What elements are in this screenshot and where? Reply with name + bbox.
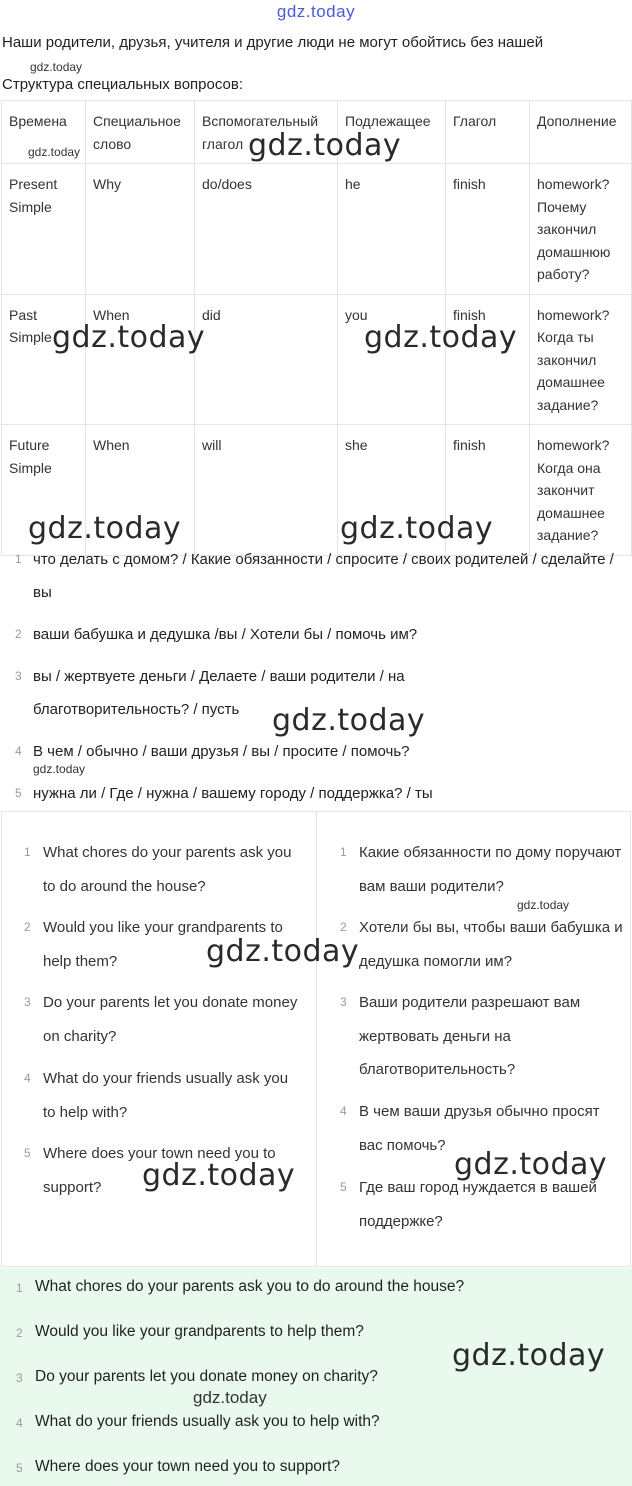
list-item	[0, 735, 630, 768]
watermark: gdz.today	[517, 898, 570, 912]
answer-text: What chores do your parents ask you to do around the house?	[35, 1278, 465, 1295]
list-number: 4	[16, 1416, 23, 1430]
table-cell-wh: Why	[86, 164, 195, 295]
list-number: 5	[16, 1461, 23, 1475]
site-title-link[interactable]: gdz.today	[276, 2, 356, 21]
table-row	[2, 164, 632, 295]
list-number: 3	[24, 995, 31, 1009]
list-text: нужна ли / Где / нужна / вашему городу / поддержка? / ты	[33, 785, 433, 802]
answer-ru-item	[340, 986, 625, 1087]
table-cell-verb: finish	[446, 425, 530, 556]
list-number: 1	[15, 552, 22, 566]
watermark: gdz.today	[340, 511, 494, 546]
answer-text: Хотели бы вы, чтобы ваши бабушка и дедушка помогли им?	[359, 919, 623, 970]
list-number: 1	[24, 845, 31, 859]
watermark: gdz.today	[52, 320, 206, 355]
watermark: gdz.today	[272, 703, 426, 738]
answer-text: Какие обязанности по дому поручают вам ваши родители?	[359, 844, 622, 895]
table-header-cell: Вспомогательный глагол	[195, 101, 338, 164]
list-number: 4	[340, 1104, 347, 1118]
watermark: gdz.today	[364, 320, 518, 355]
section-subtitle: Структура специальных вопросов:	[2, 76, 244, 93]
list-text: вы / жертвуете деньги / Делаете / ваши родители / на благотворительность? / пусть	[33, 668, 405, 718]
watermark: gdz.today	[142, 1158, 296, 1193]
list-number: 2	[15, 627, 22, 641]
table-cell-tense: Present Simple	[2, 164, 86, 295]
answer-ru-item	[340, 911, 625, 978]
list-text: В чем / обычно / ваши друзья / вы / просите / помочь?	[33, 743, 410, 760]
list-number: 1	[340, 845, 347, 859]
list-number: 2	[16, 1326, 23, 1340]
answer-text: В чем ваши друзья обычно просят вас помочь?	[359, 1103, 600, 1154]
table-cell-wh: When	[86, 294, 195, 425]
answer-en-item	[24, 1062, 304, 1129]
list-number: 5	[15, 786, 22, 800]
list-item	[0, 543, 630, 609]
table-header-cell: Глагол	[446, 101, 530, 164]
table-cell-complement: homework? Когда она закончит домашнее задание?	[530, 425, 632, 556]
table-cell-aux: will	[195, 425, 338, 556]
list-number: 4	[24, 1071, 31, 1085]
list-number: 5	[24, 1146, 31, 1160]
answer-text: What do your friends usually ask you to help with?	[35, 1413, 380, 1430]
table-cell-wh: When	[86, 425, 195, 556]
table-header-cell: Подлежащее	[338, 101, 446, 164]
table-cell-verb: finish	[446, 164, 530, 295]
list-item	[0, 618, 630, 651]
answer-text: Where does your town need you to support?	[43, 1145, 276, 1196]
answer-text: What do your friends usually ask you to help with?	[43, 1070, 289, 1121]
list-number: 3	[340, 995, 347, 1009]
list-number: 2	[24, 920, 31, 934]
list-item	[0, 777, 630, 810]
answer-text: Where does your town need you to support?	[35, 1458, 341, 1475]
answer-text: Do your parents let you donate money on charity?	[35, 1368, 378, 1385]
answer-ru-item	[340, 836, 625, 903]
answer-text: Ваши родители разрешают вам жертвовать деньги на благотворительность?	[359, 994, 581, 1078]
column-divider	[316, 812, 317, 1266]
table-cell-aux: do/does	[195, 164, 338, 295]
list-text: что делать с домом? / Какие обязанности / спросите / своих родителей / сделайте / вы	[33, 551, 614, 601]
watermark: gdz.today	[206, 934, 360, 969]
intro-text: Наши родители, друзья, учителя и другие люди не могут обойтись без нашей	[2, 34, 544, 51]
watermark: gdz.today	[28, 511, 182, 546]
table-cell-complement: homework? Когда ты закончил домашнее задание?	[530, 294, 632, 425]
table-header-cell: Времена	[2, 101, 86, 164]
final-answers-box	[0, 1268, 632, 1486]
watermark: gdz.today	[248, 128, 402, 163]
watermark: gdz.today	[454, 1147, 608, 1182]
table-cell-subject: she	[338, 425, 446, 556]
answer-text: Do your parents let you donate money on charity?	[43, 994, 298, 1045]
table-cell-tense: Past Simple	[2, 294, 86, 425]
answer-text: Would you like your grandparents to help them?	[43, 919, 283, 970]
list-text: ваши бабушка и дедушка /вы / Хотели бы / помочь им?	[33, 626, 418, 643]
answer-text: What chores do your parents ask you to do around the house?	[43, 844, 292, 895]
answers-box	[1, 811, 631, 1267]
list-number: 1	[16, 1281, 23, 1295]
table-cell-subject: he	[338, 164, 446, 295]
list-number: 3	[16, 1371, 23, 1385]
answer-en-item	[24, 836, 304, 903]
answer-en-item	[24, 986, 304, 1053]
list-number: 2	[340, 920, 347, 934]
list-number: 5	[340, 1180, 347, 1194]
table-cell-aux: did	[195, 294, 338, 425]
answer-text: Would you like your grandparents to help them?	[35, 1323, 364, 1340]
watermark: gdz.today	[30, 60, 83, 74]
table-row	[2, 294, 632, 425]
table-cell-tense: Future Simple	[2, 425, 86, 556]
watermark: gdz.today	[33, 762, 86, 776]
table-cell-verb: finish	[446, 294, 530, 425]
list-number: 4	[15, 744, 22, 758]
table-header-cell: Дополнение	[530, 101, 632, 164]
list-number: 3	[15, 669, 22, 683]
table-cell-subject: you	[338, 294, 446, 425]
watermark: gdz.today	[28, 145, 81, 159]
table-cell-complement: homework? Почему закончил домашнюю работу?	[530, 164, 632, 295]
watermark: gdz.today	[452, 1338, 606, 1373]
table-header-cell: Специальное слово	[86, 101, 195, 164]
answer-text: Где ваш город нуждается в вашей поддержке?	[359, 1179, 597, 1230]
watermark: gdz.today	[193, 1388, 267, 1407]
